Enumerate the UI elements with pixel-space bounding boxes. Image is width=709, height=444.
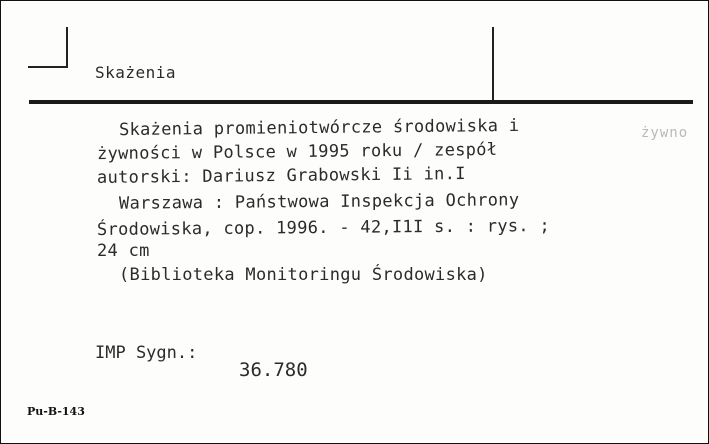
series-statement: (Biblioteka Monitoringu Środowiska) — [119, 265, 488, 285]
heading-divider-vertical — [492, 27, 494, 101]
heading-divider-horizontal — [29, 100, 693, 104]
signature-label: IMP Sygn.: — [95, 343, 198, 363]
description-line-2: żywności w Polsce w 1995 roku / zespół — [96, 139, 498, 165]
description-line-6: 24 cm — [97, 241, 150, 261]
subject-heading: Skażenia — [95, 63, 177, 82]
bleed-through-text: żywno — [641, 125, 689, 141]
card-code: Pu-B-143 — [27, 405, 85, 418]
description-line-5: Środowiska, cop. 1996. - 42,I1I s. : rys. ; — [96, 216, 551, 240]
call-number: 36.780 — [239, 359, 308, 381]
description-line-4: Warszawa : Państwowa Inspekcja Ochrony — [118, 190, 520, 214]
corner-mark-vertical — [66, 27, 68, 68]
description-line-3: autorski: Dariusz Grabowski Ii in.I — [96, 164, 466, 188]
corner-mark-horizontal — [28, 66, 68, 68]
description-line-1: Skażenia promieniotwórcze środowiska i — [118, 115, 520, 141]
